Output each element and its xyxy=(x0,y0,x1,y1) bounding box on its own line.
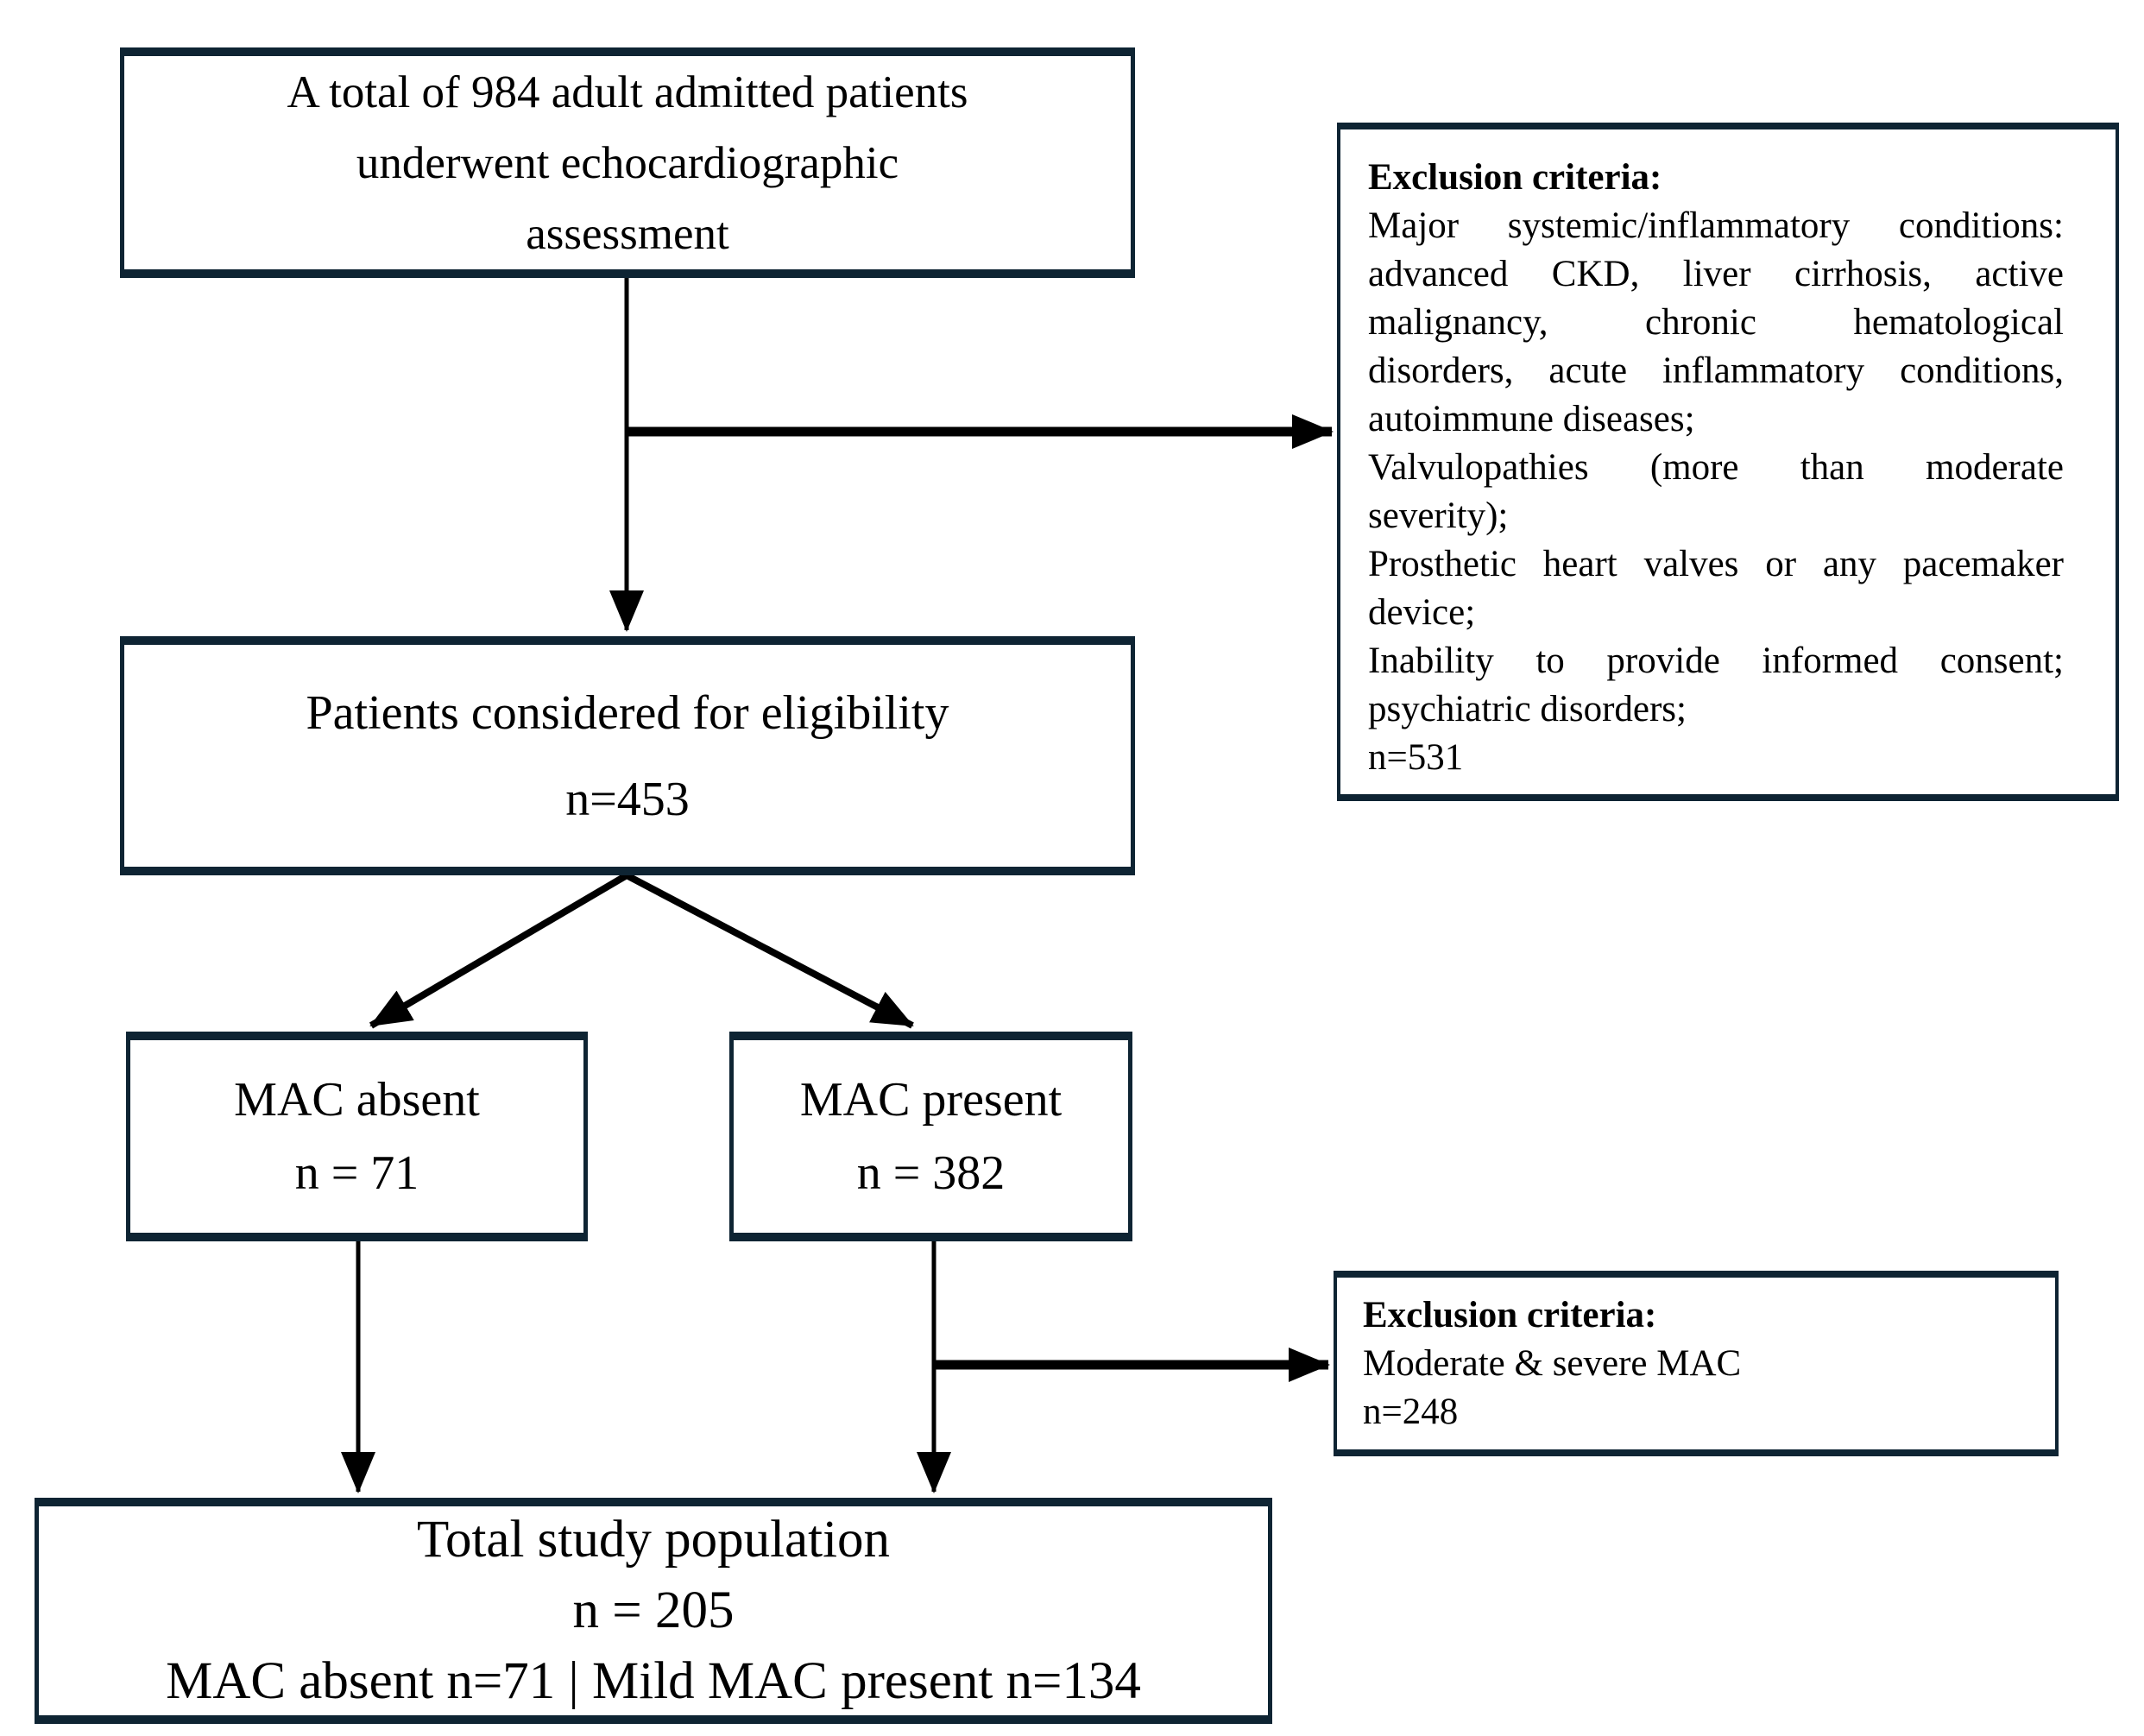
exclusion1-line: psychiatric disorders; xyxy=(1368,689,1687,729)
exclusion1-line: malignancy, chronic hematological xyxy=(1368,302,2064,343)
exclusion1-count: n=531 xyxy=(1368,737,1464,778)
total-population-line-1: Total study population xyxy=(416,1511,891,1569)
box-mac-present xyxy=(729,1032,1132,1241)
exclusion1-line: disorders, acute inflammatory conditions, xyxy=(1368,350,2064,391)
exclusion1-line: device; xyxy=(1368,592,1476,633)
exclusion1-line: advanced CKD, liver cirrhosis, active xyxy=(1368,254,2064,294)
mac-absent-label: MAC absent xyxy=(234,1072,480,1127)
exclusion1-line: Inability to provide informed consent; xyxy=(1368,641,2064,681)
box-total-population xyxy=(35,1498,1272,1724)
exclusion2-heading: Exclusion criteria: xyxy=(1363,1295,1657,1335)
exclusion2-count: n=248 xyxy=(1363,1392,1459,1432)
box-total-screened xyxy=(120,47,1135,278)
mac-present-count: n = 382 xyxy=(856,1146,1006,1200)
exclusion1-line: severity); xyxy=(1368,496,1509,536)
box-mac-absent xyxy=(126,1032,588,1241)
mac-present-label: MAC present xyxy=(799,1072,1063,1127)
exclusion1-line: Prosthetic heart valves or any pacemaker xyxy=(1368,544,2064,584)
exclusion1-line: autoimmune diseases; xyxy=(1368,399,1695,439)
exclusion1-heading: Exclusion criteria: xyxy=(1368,157,1662,198)
total-screened-line-3: assessment xyxy=(526,208,729,259)
total-screened-line-1: A total of 984 adult admitted patients xyxy=(287,66,968,117)
total-population-count: n = 205 xyxy=(572,1581,735,1639)
arrow-eligibility-to-mac-present xyxy=(627,875,912,1026)
total-population-breakdown: MAC absent n=71 | Mild MAC present n=134 xyxy=(166,1652,1141,1710)
box-exclusion-criteria-1 xyxy=(1337,123,2119,801)
eligibility-count: n=453 xyxy=(565,772,690,826)
box-eligibility xyxy=(120,636,1135,875)
exclusion1-line: Major systemic/inflammatory conditions: xyxy=(1368,205,2064,246)
mac-absent-count: n = 71 xyxy=(294,1146,419,1200)
arrow-eligibility-to-mac-absent xyxy=(371,875,627,1026)
eligibility-line-1: Patients considered for eligibility xyxy=(306,685,949,740)
exclusion2-line: Moderate & severe MAC xyxy=(1363,1343,1742,1384)
exclusion1-line: Valvulopathies (more than moderate xyxy=(1368,447,2064,488)
total-screened-line-2: underwent echocardiographic xyxy=(356,137,899,188)
box-exclusion-criteria-2 xyxy=(1334,1271,2059,1456)
